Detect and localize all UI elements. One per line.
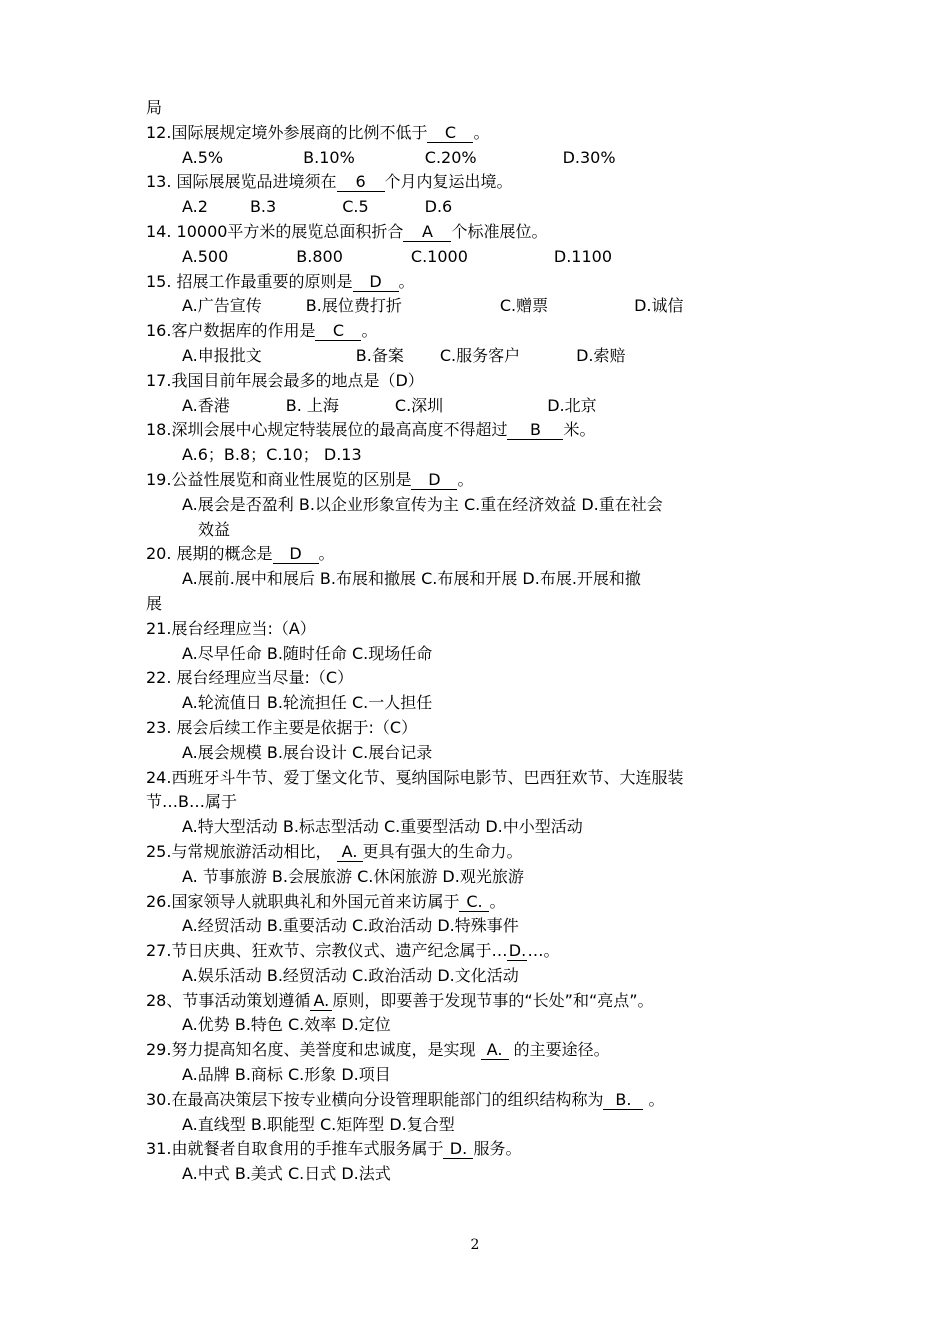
text-run: 个标准展位。 [451, 221, 548, 241]
question-line [146, 468, 826, 493]
options-line [146, 443, 826, 468]
text-run: 。 [489, 891, 506, 911]
question-line [146, 170, 826, 195]
answer-blank: C [315, 322, 361, 341]
text-run: A. 节事旅游 B.会展旅游 C.休闲旅游 D.观光旅游 [182, 866, 524, 886]
options-line [146, 914, 826, 939]
text-run: 22. 展台经理应当尽量:（C） [146, 668, 354, 688]
text-run: 米。 [563, 420, 596, 440]
answer-blank: A. [310, 992, 332, 1011]
answer-blank: B. [603, 1091, 643, 1110]
options-line [146, 245, 826, 270]
question-line [146, 220, 826, 245]
question-line [146, 319, 826, 344]
text-run: A.香港 [182, 395, 230, 415]
text-run: C.赠票 [499, 296, 549, 316]
answer-blank: D. [443, 1140, 473, 1159]
text-run: 17.我国目前年展会最多的地点是（D） [146, 370, 424, 390]
text-run: A.6；B.8；C.10； D.13 [182, 445, 362, 465]
text-run: 24.西班牙斗牛节、爱丁堡文化节、戛纳国际电影节、巴西狂欢节、大连服装 [146, 767, 684, 787]
options-line [146, 146, 826, 171]
answer-blank: D [411, 471, 457, 490]
text-run: 18.深圳会展中心规定特装展位的最高高度不得超过 [146, 420, 508, 440]
text-run: C.深圳 [394, 395, 444, 415]
answer-blank: D [353, 273, 399, 292]
question-line [146, 96, 826, 121]
text-run: 30.在最高决策层下按专业横向分设管理职能部门的组织结构称为 [146, 1089, 604, 1109]
text-run: 20. 展期的概念是 [146, 544, 273, 564]
options-line [146, 294, 826, 319]
options-line [146, 741, 826, 766]
question-line [146, 766, 826, 791]
text-run: 局 [146, 98, 163, 117]
text-run: A.直线型 B.职能型 C.矩阵型 D.复合型 [182, 1114, 455, 1134]
text-run: A.优势 B.特色 C.效率 D.定位 [182, 1015, 391, 1035]
text-run: 原则，即要善于发现节事的“长处”和“亮点”。 [332, 990, 654, 1010]
text-run: 28、节事活动策划遵循 [146, 990, 311, 1010]
question-line [146, 840, 826, 865]
options-line [146, 394, 826, 419]
text-run: 。 [643, 1089, 665, 1109]
text-run: A.广告宣传 [182, 296, 262, 316]
answer-blank: 6 [337, 173, 385, 192]
text-run: 。 [457, 469, 474, 489]
text-run: B.展位费打折 [305, 296, 402, 316]
text-run: C.20% [424, 147, 477, 167]
question-line [146, 270, 826, 295]
question-line [146, 989, 826, 1014]
question-line [146, 418, 826, 443]
text-run: 23. 展会后续工作主要是依据于:（C） [146, 717, 418, 737]
answer-blank: A. [337, 843, 363, 862]
question-line [146, 121, 826, 146]
question-line [146, 1088, 826, 1113]
text-run: C.1000 [410, 246, 468, 266]
answer-blank: A [403, 223, 451, 242]
text-run: B. 上海 [285, 395, 339, 415]
text-run: 25.与常规旅游活动相比， [146, 841, 337, 861]
text-run: A.500 [182, 246, 229, 266]
answer-blank: D [273, 545, 319, 564]
text-run: 27.节日庆典、狂欢节、宗教仪式、遗产纪念属于… [146, 941, 508, 961]
text-run: A.特大型活动 B.标志型活动 C.重要型活动 D.中小型活动 [182, 817, 583, 837]
text-run: 16.客户数据库的作用是 [146, 321, 316, 341]
options-line [146, 691, 826, 716]
text-run: C.服务客户 [439, 345, 521, 365]
text-run: C.5 [342, 197, 369, 217]
question-line [146, 617, 826, 642]
text-run: 31.由就餐者自取食用的手推车式服务属于 [146, 1139, 444, 1159]
question-line [146, 1038, 826, 1063]
answer-blank: D. [508, 941, 527, 961]
text-run: A.5% [182, 147, 224, 167]
text-run: A.展前.展中和展后 B.布展和撤展 C.布展和开展 D.布展.开展和撤 [182, 569, 641, 589]
options-line [146, 567, 826, 592]
options-line [146, 964, 826, 989]
text-run: B.备案 [355, 345, 404, 365]
text-run: D.诚信 [634, 296, 684, 316]
text-run: A.中式 B.美式 C.日式 D.法式 [182, 1164, 391, 1184]
options-line [146, 195, 826, 220]
text-run: A.申报批文 [182, 345, 262, 365]
question-list [146, 96, 826, 1187]
page-number: 2 [470, 1237, 480, 1253]
options-line [146, 642, 826, 667]
text-run: D.30% [562, 147, 616, 167]
text-run: 12.国际展规定境外参展商的比例不低于 [146, 122, 428, 142]
text-run: A.展会是否盈利 B.以企业形象宣传为主 C.重在经济效益 D.重在社会 [182, 494, 663, 514]
text-run: A.2 [182, 197, 208, 217]
text-run: 服务。 [473, 1139, 522, 1159]
answer-blank: A. [481, 1041, 509, 1060]
options-line [146, 1063, 826, 1088]
text-run: 19.公益性展览和商业性展览的区别是 [146, 469, 412, 489]
text-run: B.800 [296, 246, 343, 266]
text-run: 。 [473, 122, 490, 142]
text-run: A.展会规模 B.展台设计 C.展台记录 [182, 742, 433, 762]
text-run: …。 [527, 941, 560, 961]
text-run: 。 [318, 544, 335, 564]
question-line [146, 790, 826, 815]
question-line [146, 716, 826, 741]
options-line [146, 1013, 826, 1038]
text-run: 。 [361, 321, 378, 341]
text-run: 21.展台经理应当:（A） [146, 618, 316, 638]
question-line [146, 939, 826, 964]
question-line [146, 542, 826, 567]
text-run: 13. 国际展展览品进境须在 [146, 172, 337, 192]
text-run: 展 [146, 593, 163, 613]
text-run: B.10% [303, 147, 355, 167]
text-run: D.1100 [553, 246, 613, 266]
text-run: A.娱乐活动 B.经贸活动 C.政治活动 D.文化活动 [182, 965, 519, 985]
options-line [146, 344, 826, 369]
text-run: 的主要途径。 [508, 1040, 610, 1060]
text-run: A.品牌 B.商标 C.形象 D.项目 [182, 1065, 391, 1085]
text-run: 29.努力提高知名度、美誉度和忠诚度，是实现 [146, 1040, 481, 1060]
text-run: 节…B…属于 [146, 792, 237, 812]
options-line [146, 518, 826, 543]
options-line [146, 1113, 826, 1138]
text-run: D.北京 [547, 395, 597, 415]
text-run: A.轮流值日 B.轮流担任 C.一人担任 [182, 693, 433, 713]
answer-blank: C. [459, 893, 489, 912]
options-line [146, 815, 826, 840]
question-line [146, 592, 826, 617]
text-run: 15. 招展工作最重要的原则是 [146, 271, 353, 291]
text-run: 26.国家领导人就职典礼和外国元首来访属于 [146, 891, 460, 911]
question-line [146, 666, 826, 691]
text-run: 效益 [198, 519, 231, 539]
options-line [146, 1162, 826, 1187]
answer-blank: B [507, 421, 563, 440]
text-run: D.索赔 [576, 345, 626, 365]
text-run: 。 [398, 271, 415, 291]
answer-blank: C [427, 124, 473, 143]
options-line [146, 865, 826, 890]
question-line [146, 369, 826, 394]
question-line [146, 1137, 826, 1162]
text-run: A.经贸活动 B.重要活动 C.政治活动 D.特殊事件 [182, 916, 519, 936]
text-run: A.尽早任命 B.随时任命 C.现场任命 [182, 643, 433, 663]
text-run: 14. 10000平方米的展览总面积折合 [146, 221, 404, 241]
text-run: 个月内复运出境。 [384, 172, 513, 192]
text-run: B.3 [249, 197, 277, 217]
text-run: D.6 [424, 197, 453, 217]
text-run: 更具有强大的生命力。 [362, 841, 523, 861]
question-line [146, 890, 826, 915]
options-line [146, 493, 826, 518]
